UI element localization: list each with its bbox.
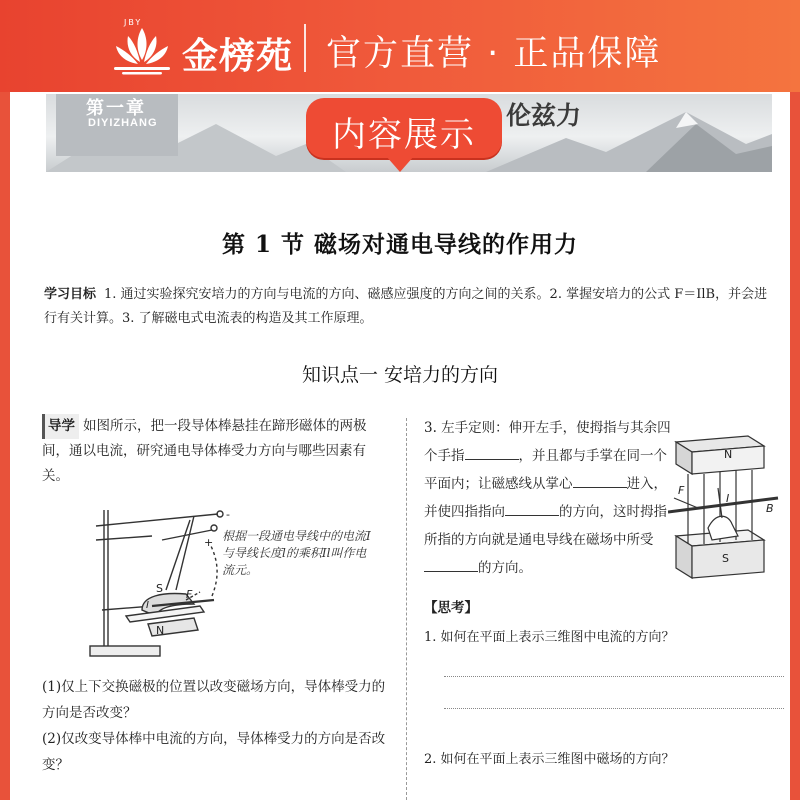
content-display-badge (306, 98, 502, 158)
hand-figure-label-n: N (724, 448, 733, 461)
knowledge-point-title: 知识点一 安培力的方向 (301, 364, 499, 386)
figure-label-n: N (156, 624, 165, 637)
rule-part-4: 的方向，这时拇指所指的方向就是通电导线在磁场中所受 (424, 504, 667, 548)
guide-tag: 导学 (42, 414, 79, 439)
rule-part-2: ，并且都与手掌在同一个平面内；让磁感线从掌心 (424, 448, 667, 492)
column-divider (406, 418, 407, 800)
brand-slogan: 官方直营 · 正品保障 (326, 34, 662, 74)
rule-part-1: 3. 左手定则：伸开左手，使拇指与其余四个手指 (424, 420, 671, 464)
guide-text: 如图所示，把一段导体棒悬挂在蹄形磁体的两极间，通以电流，研究通电导体棒受力方向与哪些因素有关。 (42, 418, 367, 484)
figure-label-i: I (146, 600, 149, 611)
hand-figure-label-b: B (766, 502, 774, 515)
brand-sub: JBY (124, 18, 143, 27)
question-2: (2)仅改变导体棒中电流的方向，导体棒受力的方向是否改变？ (42, 731, 386, 773)
section-title: 第 1 节 磁场对通电导线的作用力 (221, 231, 579, 258)
hand-figure-label-i: I (726, 492, 730, 505)
blank-3 (505, 501, 559, 516)
learning-goals-label: 学习目标 (44, 287, 97, 302)
figure-label-s: S (156, 582, 163, 595)
figure-label-minus: - (226, 508, 230, 521)
figure-label-f: F (186, 588, 193, 601)
learning-goals-text: 1. 通过实验探究安培力的方向与电流的方向、磁感应强度的方向之间的关系。2. 掌握安培力的公式 F＝IlB，并会进行有关计算。3. 了解磁电式电流表的构造及其工作原理。 (44, 287, 768, 326)
blank-2 (573, 473, 627, 488)
guide-paragraph (42, 414, 392, 489)
answer-line-2 (444, 708, 784, 709)
think-label: 【思考】 (424, 600, 478, 616)
blank-4 (424, 557, 478, 572)
think-question-2: 2. 如何在平面上表示三维图中磁场的方向？ (424, 752, 675, 767)
handwritten-note: 根据一段通电导线中的电流I与导线长度l的乘积Il叫作电流元。 (222, 529, 371, 577)
think-question-1: 1. 如何在平面上表示三维图中电流的方向？ (424, 630, 675, 645)
hand-figure-label-s: S (722, 552, 729, 565)
badge-pointer (386, 156, 414, 172)
brand-header (0, 0, 800, 92)
chapter-title: 第一章 (86, 98, 146, 119)
chapter-name: 伦兹力 (506, 101, 582, 130)
brand-name: 金榜苑 (182, 35, 294, 77)
rule-part-3: 进入，并使四指指向 (424, 476, 667, 520)
blank-1 (465, 445, 519, 460)
apparatus-figure (82, 500, 382, 662)
lotus-logo-icon (108, 20, 176, 76)
left-hand-rule (424, 414, 674, 582)
chapter-pinyin: DIYIZHANG (88, 117, 158, 129)
learning-goals (44, 283, 780, 331)
header-divider (304, 24, 306, 72)
question-1: (1)仅上下交换磁极的位置以改变磁场方向，导体棒受力的方向是否改变？ (42, 679, 386, 721)
rule-part-5: 的方向。 (478, 560, 532, 576)
answer-line-1 (444, 676, 784, 677)
left-hand-rule-figure (668, 428, 784, 588)
hand-figure-label-f: F (678, 484, 685, 497)
figure-label-plus: + (204, 536, 214, 549)
badge-label: 内容展示 (332, 115, 476, 155)
